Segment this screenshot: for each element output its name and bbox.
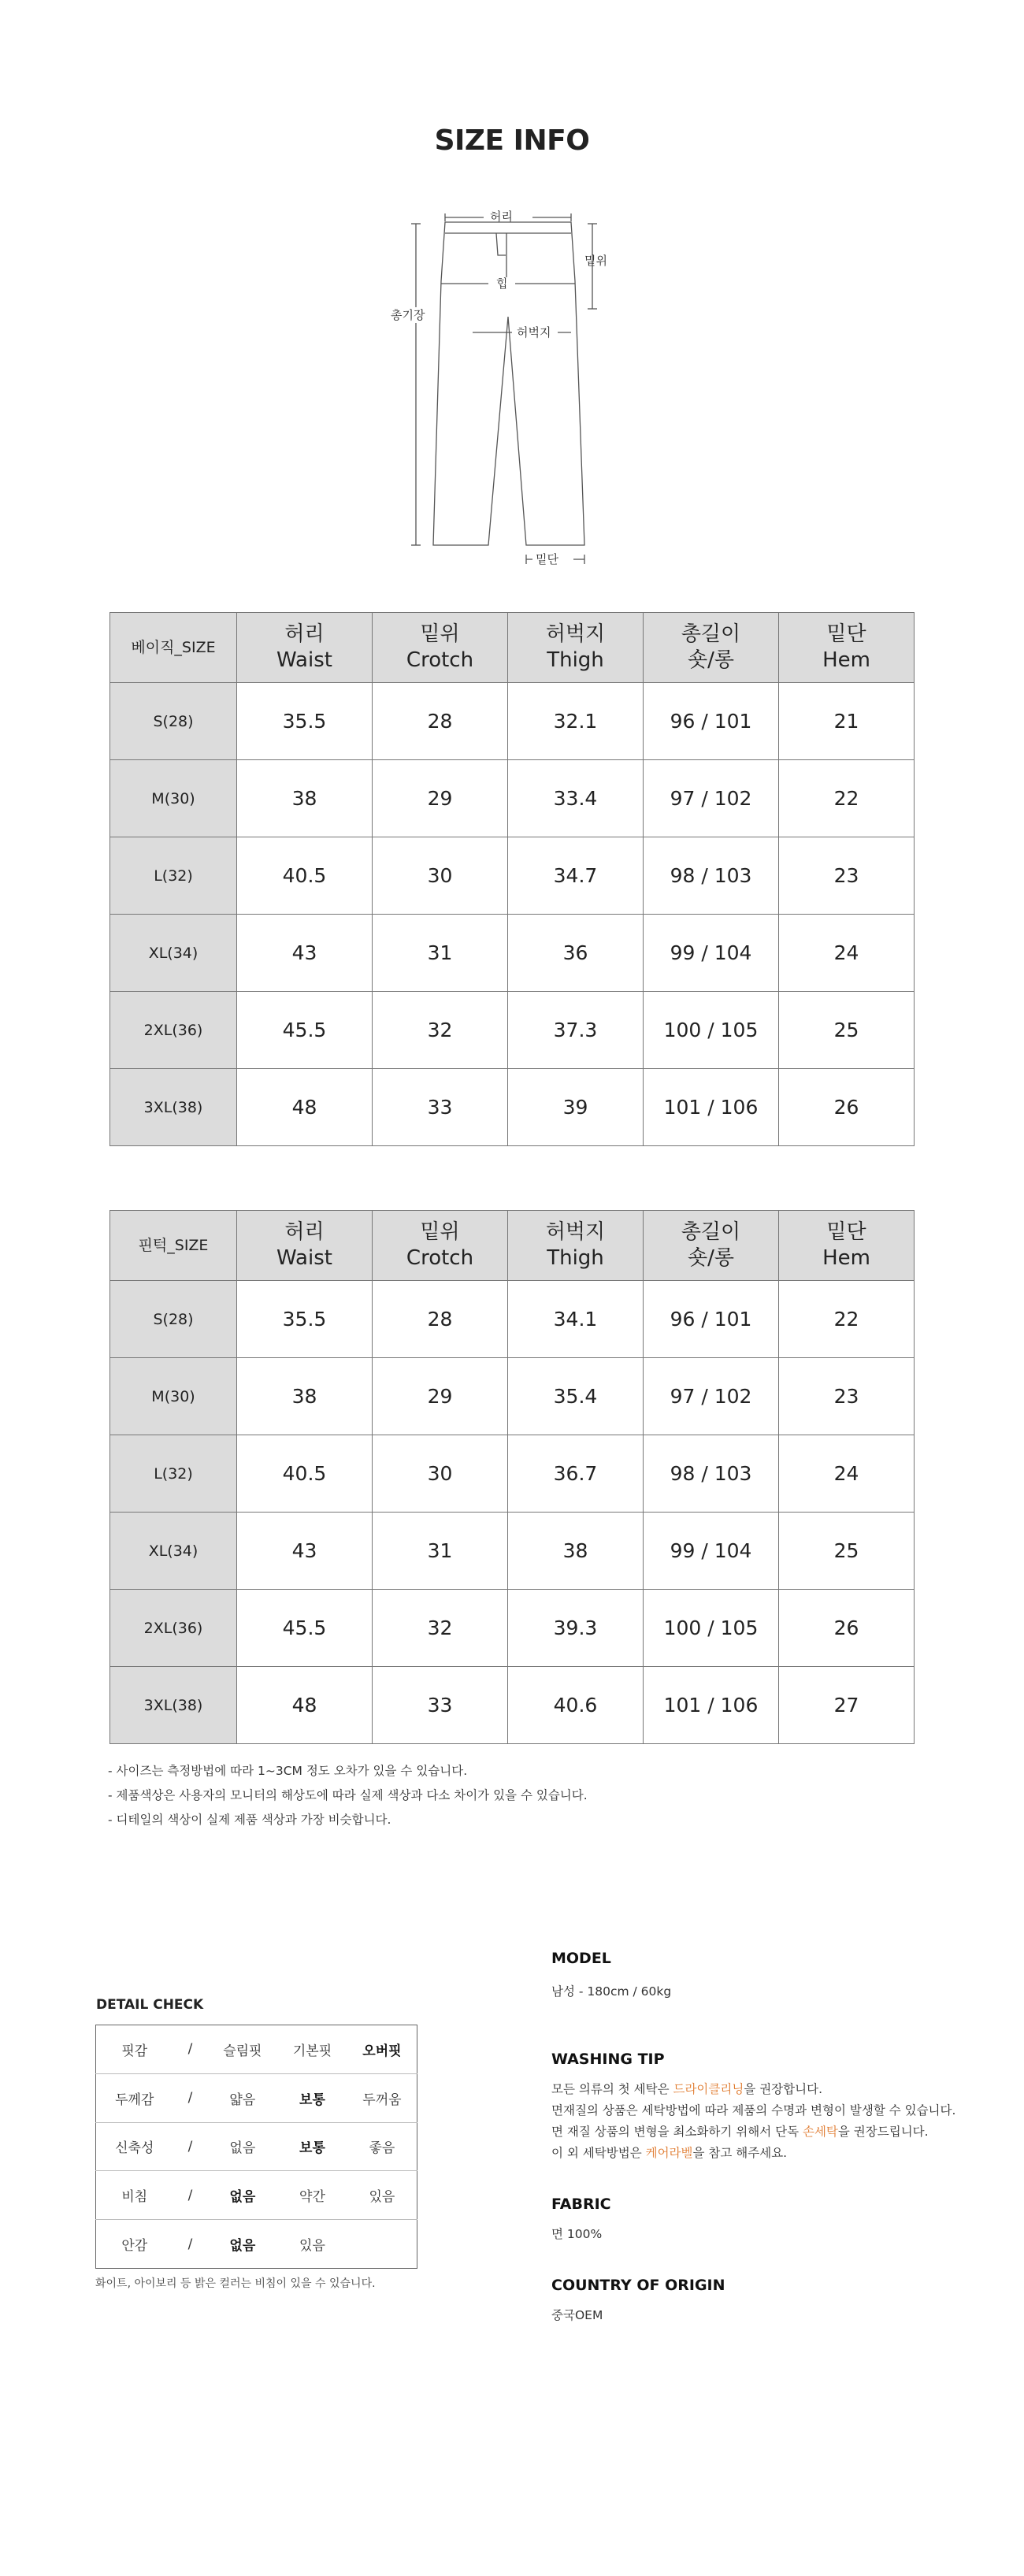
size-notes xyxy=(108,1759,588,1832)
detail-check-table xyxy=(95,2025,417,2269)
cell-hem: 22 xyxy=(779,760,915,837)
cell-crotch: 30 xyxy=(373,837,508,915)
washing-title: WASHING TIP xyxy=(551,2051,665,2068)
washing-highlight: 드라이클리닝 xyxy=(673,2082,744,2096)
cell-thigh: 35.4 xyxy=(508,1358,644,1435)
cell-length: 97 / 102 xyxy=(644,760,779,837)
cell-length: 100 / 105 xyxy=(644,1590,779,1667)
cell-crotch: 31 xyxy=(373,1513,508,1590)
col-header-length: 총길이 숏/롱 xyxy=(644,1211,779,1281)
detail-option: 기본핏 xyxy=(277,2025,347,2074)
cell-waist: 45.5 xyxy=(237,992,373,1069)
diagram-label-thigh: 허벅지 xyxy=(517,325,551,340)
table-row xyxy=(110,683,915,760)
row-size: 2XL(36) xyxy=(110,992,237,1069)
cell-waist: 48 xyxy=(237,1069,373,1146)
origin-section xyxy=(551,2277,725,2326)
row-size: 2XL(36) xyxy=(110,1590,237,1667)
cell-crotch: 32 xyxy=(373,992,508,1069)
washing-line-4: 이 외 세탁방법은 케어라벨을 참고 해주세요. xyxy=(551,2146,788,2160)
cell-crotch: 30 xyxy=(373,1435,508,1513)
table-corner-label: 베이직_SIZE xyxy=(110,613,237,683)
detail-option: 얇음 xyxy=(208,2073,278,2122)
washing-highlight: 케어라벨 xyxy=(645,2146,693,2160)
page-title: SIZE INFO xyxy=(434,124,590,157)
table-row xyxy=(110,1435,915,1513)
detail-label: 안감 xyxy=(121,2238,148,2255)
detail-row-lining xyxy=(96,2220,417,2269)
washing-line-1: 모든 의류의 첫 세탁은 드라이클리닝을 권장합니다. xyxy=(551,2082,823,2096)
cell-thigh: 39.3 xyxy=(508,1590,644,1667)
row-size: S(28) xyxy=(110,683,237,760)
cell-hem: 26 xyxy=(779,1590,915,1667)
diagram-label-hip: 힙 xyxy=(496,277,508,291)
cell-hem: 23 xyxy=(779,837,915,915)
table-row xyxy=(110,760,915,837)
model-text: 남성 - 180cm / 60kg xyxy=(551,1984,672,1999)
detail-row-stretch xyxy=(96,2122,417,2171)
cell-waist: 40.5 xyxy=(237,837,373,915)
detail-separator: / xyxy=(173,2073,208,2122)
detail-separator: / xyxy=(173,2122,208,2171)
cell-thigh: 36 xyxy=(508,915,644,992)
cell-hem: 22 xyxy=(779,1281,915,1358)
detail-option-selected: 오버핏 xyxy=(347,2025,417,2074)
detail-label: 두께감 xyxy=(96,2073,173,2122)
detail-option-selected: 보통 xyxy=(277,2073,347,2122)
detail-option-selected: 보통 xyxy=(277,2122,347,2171)
col-header-length: 총길이 숏/롱 xyxy=(644,613,779,683)
table-row xyxy=(110,992,915,1069)
cell-thigh: 40.6 xyxy=(508,1667,644,1744)
detail-option: 없음 xyxy=(208,2122,278,2171)
table-row xyxy=(110,1358,915,1435)
washing-highlight: 손세탁 xyxy=(802,2125,838,2139)
cell-waist: 48 xyxy=(237,1667,373,1744)
col-header-hem: 밑단 Hem xyxy=(779,1211,915,1281)
cell-thigh: 34.1 xyxy=(508,1281,644,1358)
cell-length: 98 / 103 xyxy=(644,837,779,915)
origin-text: 중국OEM xyxy=(551,2308,603,2322)
detail-option: 약간 xyxy=(277,2171,347,2220)
col-header-thigh: 허벅지 Thigh xyxy=(508,1211,644,1281)
diagram-label-crotch: 밑위 xyxy=(584,254,607,268)
size-table-basic xyxy=(109,612,915,1146)
cell-hem: 24 xyxy=(779,1435,915,1513)
detail-check-note: 화이트, 아이보리 등 밝은 컬러는 비침이 있을 수 있습니다. xyxy=(95,2277,376,2290)
detail-separator: / xyxy=(173,2171,208,2220)
detail-option: 슬림핏 xyxy=(208,2025,278,2074)
cell-hem: 26 xyxy=(779,1069,915,1146)
table-row xyxy=(110,1513,915,1590)
cell-hem: 24 xyxy=(779,915,915,992)
cell-crotch: 32 xyxy=(373,1590,508,1667)
cell-length: 96 / 101 xyxy=(644,683,779,760)
detail-option: 두꺼움 xyxy=(347,2073,417,2122)
detail-option: 있음 xyxy=(299,2238,325,2255)
detail-option xyxy=(347,2220,417,2269)
detail-row-sheer xyxy=(96,2171,417,2220)
cell-hem: 27 xyxy=(779,1667,915,1744)
cell-length: 96 / 101 xyxy=(644,1281,779,1358)
cell-crotch: 29 xyxy=(373,760,508,837)
fabric-section xyxy=(551,2196,611,2245)
cell-waist: 38 xyxy=(237,760,373,837)
detail-option-selected: 없음 xyxy=(208,2171,278,2220)
cell-waist: 40.5 xyxy=(237,1435,373,1513)
cell-crotch: 33 xyxy=(373,1069,508,1146)
row-size: 3XL(38) xyxy=(110,1667,237,1744)
origin-title: COUNTRY OF ORIGIN xyxy=(551,2277,725,2294)
detail-label: 신축성 xyxy=(96,2122,173,2171)
fabric-text: 면 100% xyxy=(551,2227,603,2241)
col-header-crotch: 밑위 Crotch xyxy=(373,1211,508,1281)
washing-line-3: 면 재질 상품의 변형을 최소화하기 위해서 단독 손세탁을 권장드립니다. xyxy=(551,2125,929,2139)
detail-option-selected: 없음 xyxy=(229,2238,256,2255)
row-size: S(28) xyxy=(110,1281,237,1358)
row-size: XL(34) xyxy=(110,1513,237,1590)
table-row xyxy=(110,1069,915,1146)
row-size: M(30) xyxy=(110,760,237,837)
detail-check-title: DETAIL CHECK xyxy=(96,1997,204,2013)
cell-waist: 35.5 xyxy=(237,683,373,760)
diagram-label-hem: 밑단 xyxy=(536,552,558,566)
detail-separator: / xyxy=(187,2236,193,2252)
fabric-title: FABRIC xyxy=(551,2196,611,2213)
cell-thigh: 38 xyxy=(508,1513,644,1590)
cell-hem: 21 xyxy=(779,683,915,760)
cell-crotch: 29 xyxy=(373,1358,508,1435)
pants-measurement-diagram xyxy=(378,206,646,577)
cell-crotch: 28 xyxy=(373,683,508,760)
cell-thigh: 36.7 xyxy=(508,1435,644,1513)
cell-hem: 25 xyxy=(779,1513,915,1590)
row-size: XL(34) xyxy=(110,915,237,992)
col-header-waist: 허리 Waist xyxy=(237,1211,373,1281)
cell-length: 101 / 106 xyxy=(644,1667,779,1744)
detail-label: 비침 xyxy=(96,2171,173,2220)
cell-length: 101 / 106 xyxy=(644,1069,779,1146)
detail-label: 핏감 xyxy=(96,2025,173,2074)
detail-option: 좋음 xyxy=(347,2122,417,2171)
row-size: L(32) xyxy=(110,1435,237,1513)
row-size: 3XL(38) xyxy=(110,1069,237,1146)
cell-crotch: 28 xyxy=(373,1281,508,1358)
row-size: L(32) xyxy=(110,837,237,915)
cell-thigh: 33.4 xyxy=(508,760,644,837)
cell-waist: 38 xyxy=(237,1358,373,1435)
diagram-label-waist: 허리 xyxy=(490,210,513,224)
cell-hem: 25 xyxy=(779,992,915,1069)
detail-option: 있음 xyxy=(347,2171,417,2220)
col-header-hem: 밑단 Hem xyxy=(779,613,915,683)
washing-section xyxy=(551,2051,955,2164)
washing-line-2: 면재질의 상품은 세탁방법에 따라 제품의 수명과 변형이 발생할 수 있습니다. xyxy=(551,2103,956,2118)
cell-thigh: 39 xyxy=(508,1069,644,1146)
cell-length: 100 / 105 xyxy=(644,992,779,1069)
table-row xyxy=(110,837,915,915)
cell-length: 98 / 103 xyxy=(644,1435,779,1513)
detail-row-thickness xyxy=(96,2073,417,2122)
note-line: - 제품색상은 사용자의 모니터의 해상도에 따라 실제 색상과 다소 차이가 있을 수 있습니다. xyxy=(108,1788,588,1802)
cell-length: 97 / 102 xyxy=(644,1358,779,1435)
row-size: M(30) xyxy=(110,1358,237,1435)
cell-crotch: 31 xyxy=(373,915,508,992)
col-header-crotch: 밑위 Crotch xyxy=(373,613,508,683)
col-header-thigh: 허벅지 Thigh xyxy=(508,613,644,683)
table-corner-label: 핀턱_SIZE xyxy=(110,1211,237,1281)
cell-thigh: 32.1 xyxy=(508,683,644,760)
model-section xyxy=(551,1950,671,2003)
detail-row-fit xyxy=(96,2025,417,2074)
table-row xyxy=(110,1590,915,1667)
detail-separator: / xyxy=(173,2025,208,2074)
note-line: - 디테일의 색상이 실제 제품 색상과 가장 비슷합니다. xyxy=(108,1813,391,1827)
size-table-pintuck xyxy=(109,1210,915,1744)
model-title: MODEL xyxy=(551,1950,611,1967)
cell-waist: 45.5 xyxy=(237,1590,373,1667)
table-row xyxy=(110,915,915,992)
diagram-label-length: 총기장 xyxy=(391,308,425,322)
table-row xyxy=(110,1667,915,1744)
cell-waist: 43 xyxy=(237,1513,373,1590)
cell-waist: 43 xyxy=(237,915,373,992)
cell-crotch: 33 xyxy=(373,1667,508,1744)
cell-hem: 23 xyxy=(779,1358,915,1435)
note-line: - 사이즈는 측정방법에 따라 1~3CM 정도 오차가 있을 수 있습니다. xyxy=(108,1764,468,1778)
cell-length: 99 / 104 xyxy=(644,915,779,992)
table-row xyxy=(110,1281,915,1358)
col-header-waist: 허리 Waist xyxy=(237,613,373,683)
cell-thigh: 37.3 xyxy=(508,992,644,1069)
cell-thigh: 34.7 xyxy=(508,837,644,915)
cell-length: 99 / 104 xyxy=(644,1513,779,1590)
cell-waist: 35.5 xyxy=(237,1281,373,1358)
